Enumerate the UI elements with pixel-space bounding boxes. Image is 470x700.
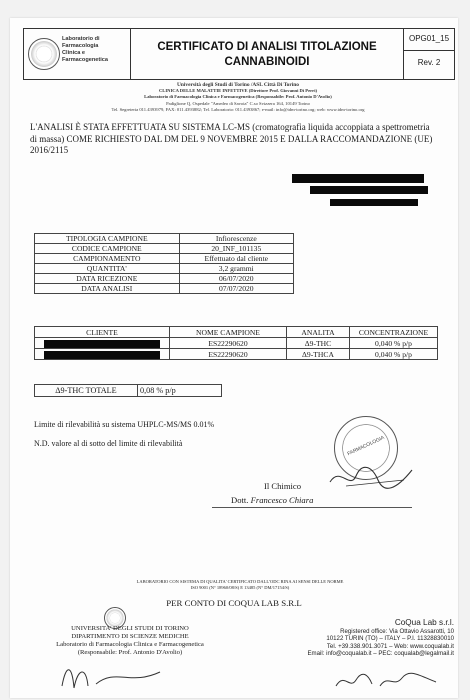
revision: Rev. 2 — [417, 58, 441, 67]
redacted-client — [44, 340, 160, 348]
document-header — [23, 28, 455, 80]
sample-info-table — [34, 233, 294, 294]
lab-name-line: Laboratorio di — [62, 36, 100, 42]
column-header: CONCENTRAZIONE — [350, 327, 438, 338]
concentration-cell: 0,040 % p/p — [350, 349, 438, 360]
coqua-tel: Tel. +39.338.901.3071 – Web: www.coqualab.it — [326, 642, 454, 650]
doc-code: OPG01_15 — [408, 34, 450, 43]
lab-name — [62, 36, 128, 64]
coqua-name: CoQua Lab s.r.l. — [394, 618, 454, 627]
title-line-1: CERTIFICATO DI ANALISI TITOLAZIONE — [157, 41, 377, 53]
coqua-signature-icon — [332, 668, 442, 694]
coqua-office: Registered office: Via Ottavio Assarotti, 10 — [340, 628, 454, 635]
certificate-page — [10, 18, 458, 698]
nd-note: N.D. valore al di sotto del limite di rilevabilità — [34, 439, 183, 448]
sample-info-label: DATA RICEZIONE — [35, 274, 180, 284]
sample-info-label: CAMPIONAMENTO — [35, 254, 180, 264]
university-line: DIPARTIMENTO DI SCIENZE MEDICHE — [71, 633, 189, 640]
certification-line: ISO 9001 (N° 18960/08/S) E 13485 (N° DM/17154/S) — [190, 584, 290, 590]
certification-line: LABORATORIO CON SISTEMA DI QUALITA' CERTIFICATO DALL'ODC RINA AI SENSI DELLE NORME — [136, 579, 344, 584]
sample-info-value: 3,2 grammi — [179, 264, 293, 274]
university-line: UNIVERSITA' DEGLI STUDI DI TORINO — [71, 625, 189, 632]
column-header: CLIENTE — [35, 327, 170, 338]
sample-info-label: DATA ANALISI — [35, 284, 180, 294]
redacted-client — [44, 351, 160, 359]
table-row — [35, 264, 294, 274]
table-row — [35, 274, 294, 284]
title-line-2: CANNABINOIDI — [224, 56, 310, 68]
sample-info-label: CODICE CAMPIONE — [35, 244, 180, 254]
chemist-name-line — [231, 495, 313, 505]
table-row — [35, 234, 294, 244]
sample-info-label: TIPOLOGIA CAMPIONE — [35, 234, 180, 244]
sample-info-value: Effettuato dal cliente — [179, 254, 293, 264]
table-row — [35, 284, 294, 294]
analyte-cell: Δ9-THC — [287, 338, 350, 349]
sample-info-label: QUANTITA' — [35, 264, 180, 274]
coqua-lab-block — [250, 618, 454, 658]
chemist-signature-icon — [326, 460, 416, 496]
institution-line: CLINICA DELLE MALATTIE INFETTIVE (Direttore Prof. Giovanni Di Perri) — [158, 88, 318, 94]
institution-line: Università degli Studi di Torino /ASL Città Di Torino — [177, 82, 299, 88]
university-line: (Responsabile: Prof. Antonio D'Avolio) — [77, 649, 183, 656]
institution-line: Tel. Segreteria 011.4393979, FAX: 011.4393882; Tel. Laboratorio: 011.4393867; e-mail: info@tdm-torino.org; web: www.tdm-torino.org — [111, 106, 365, 112]
total-table — [34, 384, 222, 397]
university-line: Laboratorio di Farmacologia Clinica e Farmacogenetica — [56, 641, 204, 648]
document-title — [131, 40, 403, 70]
lab-name-line: Farmacogenetica — [62, 57, 109, 63]
column-header: ANALITA — [287, 327, 350, 338]
total-value: 0,08 % p/p — [138, 385, 222, 397]
redacted-address — [310, 186, 428, 194]
university-seal-icon — [28, 38, 60, 70]
institution-block — [23, 82, 453, 113]
lab-name-line: Clinica e — [62, 50, 86, 56]
stamp-text: FARMACOLOGIA — [346, 434, 386, 458]
concentration-cell: 0,040 % p/p — [350, 338, 438, 349]
table-row — [35, 385, 222, 397]
institution-line: Padiglione Q, Ospedale "Amedeo di Savoia" C.so Svizzera 164, 10149 Torino — [166, 100, 310, 106]
detection-limit-note: Limite di rilevabilità su sistema UHPLC-MS/MS 0.01% — [34, 420, 215, 429]
analysis-statement: L'ANALISI È STATA EFFETTUATA SU SISTEMA LC-MS (cromatografia liquida accoppiata a spettrometria di massa) COME RICHIESTO DAL DM DEL 9 NOVEMBRE 2015 E DALLA RACCOMANDAZIONE (UE) 2016/2115 — [30, 122, 433, 155]
lab-logo-cell — [24, 29, 131, 79]
university-signature-icon — [56, 658, 166, 692]
redacted-address — [330, 199, 418, 206]
sample-info-value: 06/07/2020 — [179, 274, 293, 284]
table-header-row — [35, 327, 438, 338]
signature-line — [212, 507, 412, 508]
title-cell — [131, 29, 404, 79]
institution-line: Laboratorio di Farmacologia Clinica e Farmacogenetica (Responsabile: Prof. Antonio D'Avolio) — [144, 94, 332, 100]
column-header: NOME CAMPIONE — [170, 327, 287, 338]
chemist-title: Dott. — [231, 495, 249, 505]
client-cell — [35, 338, 170, 349]
lab-name-line: Farmacologia — [62, 43, 99, 49]
quality-certification — [30, 579, 450, 590]
table-row — [35, 254, 294, 264]
university-block — [40, 625, 220, 657]
total-label: Δ9-THC TOTALE — [35, 385, 138, 397]
on-behalf-of: PER CONTO DI COQUA LAB S.R.L — [166, 598, 302, 608]
doc-code-cell — [404, 29, 454, 79]
results-table — [34, 326, 438, 360]
chemist-role: Il Chimico — [264, 481, 301, 491]
sample-info-value: 07/07/2020 — [179, 284, 293, 294]
coqua-email: Email: info@coqualab.it – PEC: coqualab@legalmail.it — [307, 650, 454, 658]
sample-name-cell: ES22290620 — [170, 338, 287, 349]
client-cell — [35, 349, 170, 360]
table-row — [35, 338, 438, 349]
analyte-cell: Δ9-THCA — [287, 349, 350, 360]
sample-info-value: Infiorescenze — [179, 234, 293, 244]
redacted-address — [292, 174, 424, 183]
coqua-city: 10122 TURIN (TO) – ITALY – P.I. 11328830010 — [326, 635, 454, 643]
sample-name-cell: ES22290620 — [170, 349, 287, 360]
sample-info-value: 20_INF_101135 — [179, 244, 293, 254]
table-row — [35, 244, 294, 254]
chemist-name: Francesco Chiara — [250, 495, 314, 505]
table-row — [35, 349, 438, 360]
